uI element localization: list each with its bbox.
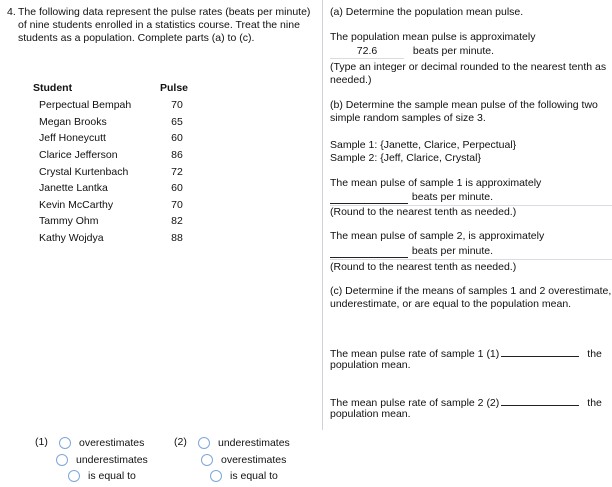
sample-1-answer-line [330,191,612,204]
student-name: Jeff Honeycutt [39,132,106,144]
pulse-table [33,82,213,252]
sample-1-members: Sample 1: {Janette, Clarice, Perpectual} [330,139,517,151]
choice-1-option-is-equal-to[interactable] [68,468,136,484]
part-a-hint: (Type an integer or decimal rounded to the nearest tenth as needed.) [330,61,607,86]
option-label: underestimates [218,436,290,449]
pulse-value: 60 [171,182,183,194]
table-row [33,232,213,249]
pulse-value: 88 [171,232,183,244]
pulse-value: 70 [171,199,183,211]
part-a-answer-line [330,45,612,59]
question-text: The following data represent the pulse rates (beats per minute) of nine students enrolled in a statistics course. Treat the nine students as a population. Complete parts (a) to (c). [18,6,311,44]
choice-group-1-label: (1) [35,436,48,448]
pulse-value: 65 [171,116,183,128]
sample-2-unit: beats per minute. [411,245,494,257]
pulse-value: 72 [171,166,183,178]
pulse-value: 70 [171,99,183,111]
table-row [33,149,213,166]
student-name: Janette Lantka [39,182,108,194]
option-label: underestimates [76,453,148,466]
column-divider [322,0,323,430]
student-name: Megan Brooks [39,116,107,128]
student-name: Tammy Ohm [39,215,99,227]
table-row [33,199,213,216]
choice-1-option-underestimates[interactable] [56,452,148,468]
part-a-unit: beats per minute. [412,45,495,57]
sample-2-comparison-prefix: The mean pulse rate of sample 2 [330,397,484,409]
student-name: Clarice Jefferson [39,149,118,161]
part-c-heading: (c) Determine if the means of samples 1 and 2 overestimate, underestimate, or are equal to the population mean. [330,285,612,310]
option-label: is equal to [230,469,278,482]
header-student: Student [33,82,73,94]
table-row [33,116,213,133]
choice-2-option-overestimates[interactable] [201,452,286,468]
dropdown-marker-1: (1) [486,348,500,360]
radio-button-icon[interactable] [210,470,222,482]
student-name: Kathy Wojdya [39,232,104,244]
option-label: overestimates [79,436,145,449]
sample-2-comparison-suffix: the [587,397,602,409]
choice-group-2-label: (2) [174,436,187,448]
pulse-value: 60 [171,132,183,144]
dropdown-marker-2: (2) [486,397,500,409]
radio-button-icon[interactable] [68,470,80,482]
pulse-value: 86 [171,149,183,161]
pulse-value: 82 [171,215,183,227]
option-label: is equal to [88,469,136,482]
table-row [33,99,213,116]
separator [330,259,612,260]
table-row [33,182,213,199]
sample-1-mean-input[interactable] [330,191,408,204]
sample-2-members: Sample 2: {Jeff, Clarice, Crystal} [330,152,481,164]
sample-1-comparison-dropdown[interactable] [501,346,579,357]
option-label: overestimates [221,453,287,466]
choice-2-option-underestimates[interactable] [198,435,290,451]
sample-2-prompt: The mean pulse of sample 2, is approximately [330,230,545,242]
question-number: 4. [7,6,16,18]
part-b-heading: (b) Determine the sample mean pulse of the following two simple random samples of size 3. [330,99,598,124]
sample-1-comparison-suffix: the [587,348,602,360]
sample-2-answer-line [330,245,612,258]
sample-2-comparison-line2: population mean. [330,408,411,420]
radio-button-icon[interactable] [198,437,210,449]
choice-2-option-is-equal-to[interactable] [210,468,278,484]
student-name: Crystal Kurtenbach [39,166,129,178]
table-row [33,132,213,149]
radio-button-icon[interactable] [59,437,71,449]
sample-2-mean-input[interactable] [330,245,408,258]
part-a-prompt: The population mean pulse is approximately [330,31,536,43]
sample-2-comparison-dropdown[interactable] [501,395,579,406]
table-row [33,215,213,232]
sample-1-unit: beats per minute. [411,191,494,203]
student-name: Perpectual Bempah [39,99,132,111]
sample-1-comparison-line2: population mean. [330,359,411,371]
sample-1-prompt: The mean pulse of sample 1 is approximately [330,177,542,189]
population-mean-answer[interactable]: 72.6 [330,45,404,59]
sample-1-hint: (Round to the nearest tenth as needed.) [330,206,517,218]
radio-button-icon[interactable] [56,454,68,466]
choice-1-option-overestimates[interactable] [59,435,144,451]
radio-button-icon[interactable] [201,454,213,466]
sample-2-hint: (Round to the nearest tenth as needed.) [330,261,517,273]
student-name: Kevin McCarthy [39,199,114,211]
sample-1-comparison-prefix: The mean pulse rate of sample 1 [330,348,484,360]
part-a-heading: (a) Determine the population mean pulse. [330,6,524,18]
table-row [33,166,213,183]
header-pulse: Pulse [160,82,189,94]
